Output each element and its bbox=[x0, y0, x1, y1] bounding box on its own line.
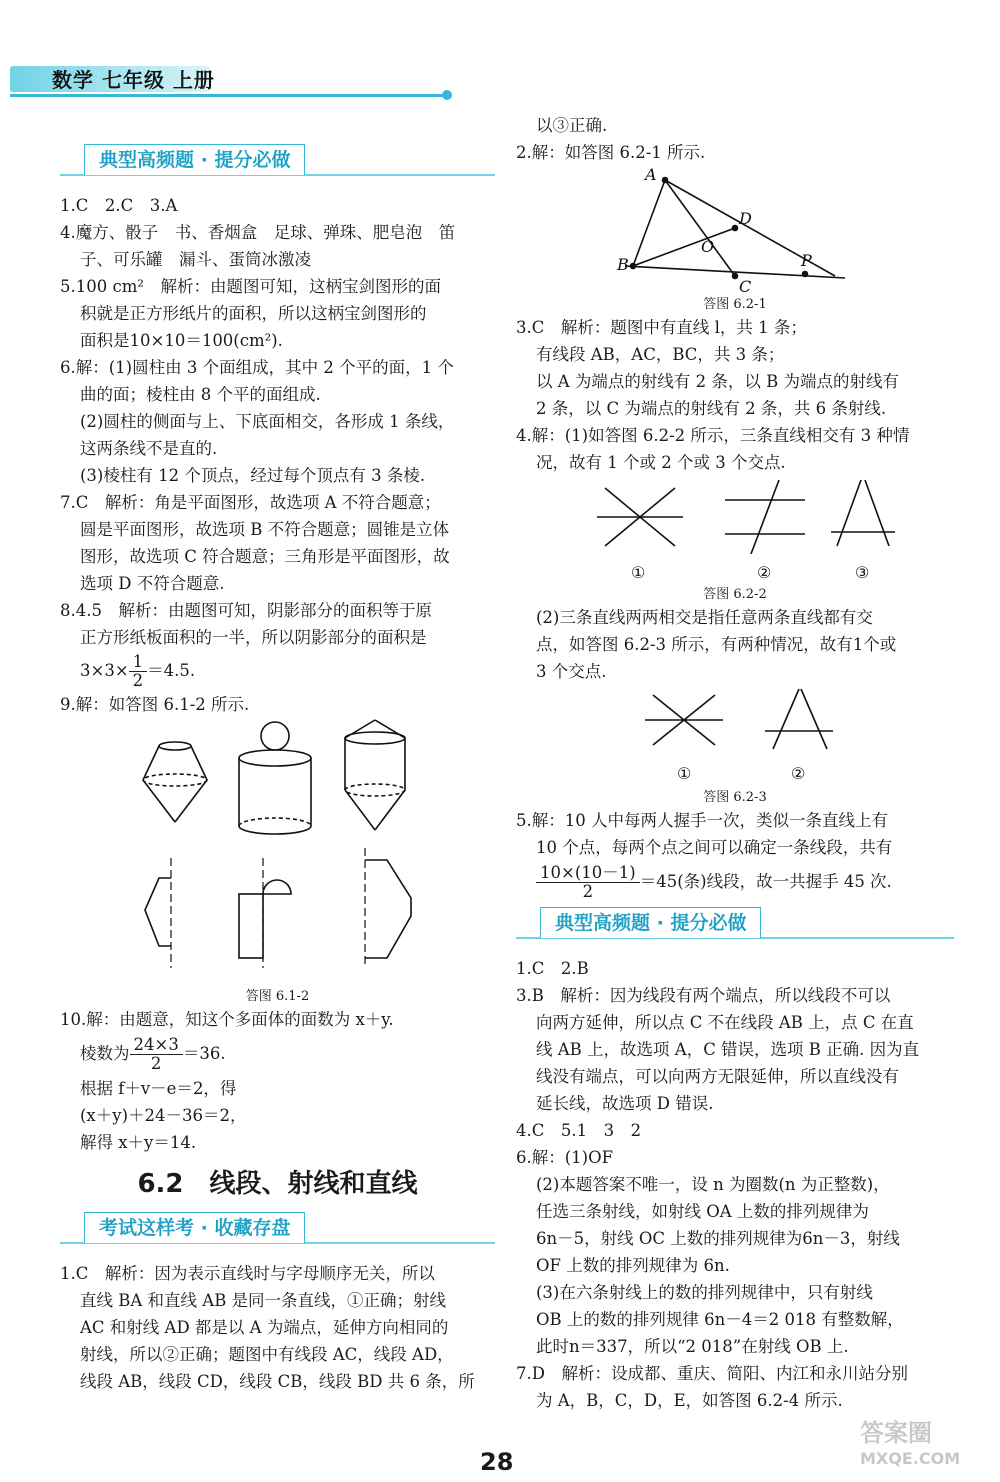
section-banner bbox=[60, 1212, 495, 1252]
answer-line: 7.D 解析：设成都、重庆、简阳、内江和永川站分别 bbox=[516, 1364, 908, 1383]
three-lines-figure-6-2-3 bbox=[605, 685, 865, 789]
answer-line: 3.C 解析：题图中有直线 l，共 1 条； bbox=[516, 318, 807, 337]
answer-line: 6n－5，射线 OC 上数的排列规律为6n－3，射线 bbox=[536, 1229, 900, 1248]
answer-line: 以 A 为端点的射线有 2 条，以 B 为端点的射线有 bbox=[536, 372, 900, 391]
circled-2: ② bbox=[791, 764, 806, 783]
header-rule-dot bbox=[442, 90, 452, 100]
fraction: $\frac{10\times(10-1)}{2}$ bbox=[536, 864, 640, 901]
right-column bbox=[516, 112, 954, 1414]
page-header bbox=[0, 60, 460, 94]
section-heading: 6.2 线段、射线和直线 bbox=[137, 1169, 418, 1199]
figure-caption: 答图 6.1-2 bbox=[245, 989, 310, 1004]
answer-line: 6.解：(1)圆柱由 3 个面组成，其中 2 个平的面，1 个 bbox=[60, 358, 454, 377]
circled-1: ① bbox=[677, 764, 692, 783]
answer-line: 图形，故选项 C 符合题意；三角形是平面图形，故 bbox=[80, 547, 450, 566]
answer-line: 面积是10×10＝100(cm²). bbox=[80, 331, 283, 350]
answer-line: 1.C 2.B bbox=[516, 959, 589, 978]
answer-line: 射线，所以②正确；题图中有线段 AC，线段 AD， bbox=[80, 1345, 454, 1364]
watermark-logo: 答案圈 MXQE.COM bbox=[860, 1419, 961, 1468]
answer-line: 10.解：由题意，知这个多面体的面数为 x＋y. bbox=[60, 1010, 394, 1029]
answer-line: 10 个点，每两个点之间可以确定一条线段，共有 bbox=[536, 838, 893, 857]
answer-line: AC 和射线 AD 都是以 A 为端点，延伸方向相同的 bbox=[80, 1318, 449, 1337]
header-rule bbox=[10, 94, 446, 97]
answer-line: 8.4.5 解析：由题图可知，阴影部分的面积等于原 bbox=[60, 601, 432, 620]
answer-line: 4.解：(1)如答图 6.2-2 所示，三条直线相交有 3 种情 bbox=[516, 426, 910, 445]
answer-line: (2)圆柱的侧面与上、下底面相交，各形成 1 条线， bbox=[80, 412, 455, 431]
answer-line: 2.解：如答图 6.2-1 所示. bbox=[516, 143, 706, 162]
section-banner-label: 考试这样考 · 收藏存盘 bbox=[84, 1212, 305, 1243]
formula-line: 3×3× $\frac{1}{2}$ ＝4.5. bbox=[80, 652, 196, 690]
answer-line: 延长线，故选项 D 错误. bbox=[536, 1094, 714, 1113]
answer-line: 9.解：如答图 6.1-2 所示. bbox=[60, 695, 250, 714]
answer-line: 线 AB 上，故选项 A，C 错误，选项 B 正确. 因为直 bbox=[536, 1040, 920, 1059]
answer-line: 1.C 解析：因为表示直线时与字母顺序无关，所以 bbox=[60, 1264, 435, 1283]
section-banner-label: 典型高频题 · 提分必做 bbox=[540, 907, 761, 938]
formula-line: $\frac{10\times(10-1)}{2}$ ＝45(条)线段，故一共握手 45 次. bbox=[516, 861, 954, 903]
label-o: O bbox=[701, 237, 715, 256]
line-figure-6-2-1 bbox=[615, 166, 855, 296]
answer-line: 5.100 cm² 解析：由题图可知，这柄宝剑图形的面 bbox=[60, 277, 441, 296]
circled-1: ① bbox=[631, 563, 646, 582]
label-b: B bbox=[617, 255, 629, 274]
answer-line: 4.魔方、骰子 书、香烟盒 足球、弹珠、肥皂泡 笛 bbox=[60, 223, 456, 242]
answer-line: (x＋y)＋24－36＝2， bbox=[80, 1106, 247, 1125]
three-lines-figure-6-2-2 bbox=[565, 476, 905, 586]
answer-line: 此时n＝337，所以“2 018”在射线 OB 上. bbox=[536, 1337, 849, 1356]
answer-line: 圆是平面图形，故选项 B 不符合题意；圆锥是立体 bbox=[80, 520, 450, 539]
answer-line: 这两条线不是直的. bbox=[80, 439, 218, 458]
answer-line: (2)三条直线两两相交是指任意两条直线都有交 bbox=[536, 608, 873, 627]
answer-line: 线段 AB，线段 CD，线段 CB，线段 BD 共 6 条，所 bbox=[80, 1372, 475, 1391]
circled-3: ③ bbox=[855, 563, 870, 582]
answer-line: 3.B 解析：因为线段有两个端点，所以线段不可以 bbox=[516, 986, 891, 1005]
answer-line: 曲的面；棱柱由 8 个平的面组成. bbox=[80, 385, 321, 404]
solids-figure-6-1-2 bbox=[113, 718, 443, 988]
figure-caption: 答图 6.2-2 bbox=[703, 587, 767, 602]
fraction: $\frac{1}{2}$ bbox=[129, 653, 148, 690]
answer-line: 为 A，B，C，D，E，如答图 6.2-4 所示. bbox=[536, 1391, 843, 1410]
answer-line: 向两方延伸，所以点 C 不在线段 AB 上，点 C 在直 bbox=[536, 1013, 914, 1032]
answer-line: OB 上的数的排列规律 6n－4＝2 018 有整数解， bbox=[536, 1310, 904, 1329]
page-number: 28 bbox=[480, 1448, 514, 1476]
answer-line: 7.C 解析：角是平面图形，故选项 A 不符合题意； bbox=[60, 493, 441, 512]
answer-line: 4.C 5.1 3 2 bbox=[516, 1121, 642, 1140]
label-p: P bbox=[801, 251, 812, 270]
answer-line: 6.解：(1)OF bbox=[516, 1148, 614, 1167]
answer-line: 1.C 2.C 3.A bbox=[60, 196, 178, 215]
fraction: $\frac{24\times 3}{2}$ bbox=[130, 1036, 183, 1073]
formula-line: 棱数为 $\frac{24\times 3}{2}$ ＝36. bbox=[80, 1035, 226, 1073]
section-banner bbox=[516, 907, 954, 947]
answer-line: 根据 f＋v－e＝2，得 bbox=[80, 1079, 237, 1098]
answer-line: (3)在六条射线上的数的排列规律中，只有射线 bbox=[536, 1283, 873, 1302]
figure-caption: 答图 6.2-3 bbox=[703, 790, 767, 805]
answer-line: 积就是正方形纸片的面积，所以这柄宝剑图形的 bbox=[80, 304, 427, 323]
label-a: A bbox=[645, 166, 657, 184]
answer-line: OF 上数的排列规律为 6n. bbox=[536, 1256, 730, 1275]
answer-line: 子、可乐罐 漏斗、蛋筒冰激凌 bbox=[80, 250, 311, 269]
answer-line: 5.解：10 人中每两人握手一次，类似一条直线上有 bbox=[516, 811, 888, 830]
left-column bbox=[60, 140, 495, 1395]
circled-2: ② bbox=[757, 563, 772, 582]
section-banner-label: 典型高频题 · 提分必做 bbox=[84, 144, 305, 175]
answer-line: 2 条，以 C 为端点的射线有 2 条，共 6 条射线. bbox=[536, 399, 887, 418]
answer-line: 直线 BA 和直线 AB 是同一条直线，①正确；射线 bbox=[80, 1291, 447, 1310]
label-d: D bbox=[739, 209, 752, 228]
answer-line: 点，如答图 6.2-3 所示，有两种情况，故有1个或 bbox=[536, 635, 897, 654]
answer-line: 3 个交点. bbox=[536, 662, 607, 681]
answer-line: 任选三条射线，如射线 OA 上数的排列规律为 bbox=[536, 1202, 869, 1221]
answer-line: (3)棱柱有 12 个顶点，经过每个顶点有 3 条棱. bbox=[80, 466, 426, 485]
figure-caption: 答图 6.2-1 bbox=[703, 297, 767, 312]
header-title: 数学 七年级 上册 bbox=[52, 68, 215, 92]
answer-line: 以③正确. bbox=[536, 116, 608, 135]
answer-line: 解得 x＋y＝14. bbox=[80, 1133, 197, 1152]
answer-line: 正方形纸板面积的一半，所以阴影部分的面积是 bbox=[80, 628, 427, 647]
section-banner bbox=[60, 144, 495, 184]
answer-line: 有线段 AB，AC，BC，共 3 条； bbox=[536, 345, 785, 364]
label-c: C bbox=[739, 277, 752, 296]
answer-line: (2)本题答案不唯一，设 n 为圈数(n 为正整数)， bbox=[536, 1175, 890, 1194]
answer-line: 线没有端点，可以向两方无限延伸，所以直线没有 bbox=[536, 1067, 899, 1086]
answer-line: 况，故有 1 个或 2 个或 3 个交点. bbox=[536, 453, 786, 472]
answer-line: 选项 D 不符合题意. bbox=[80, 574, 225, 593]
